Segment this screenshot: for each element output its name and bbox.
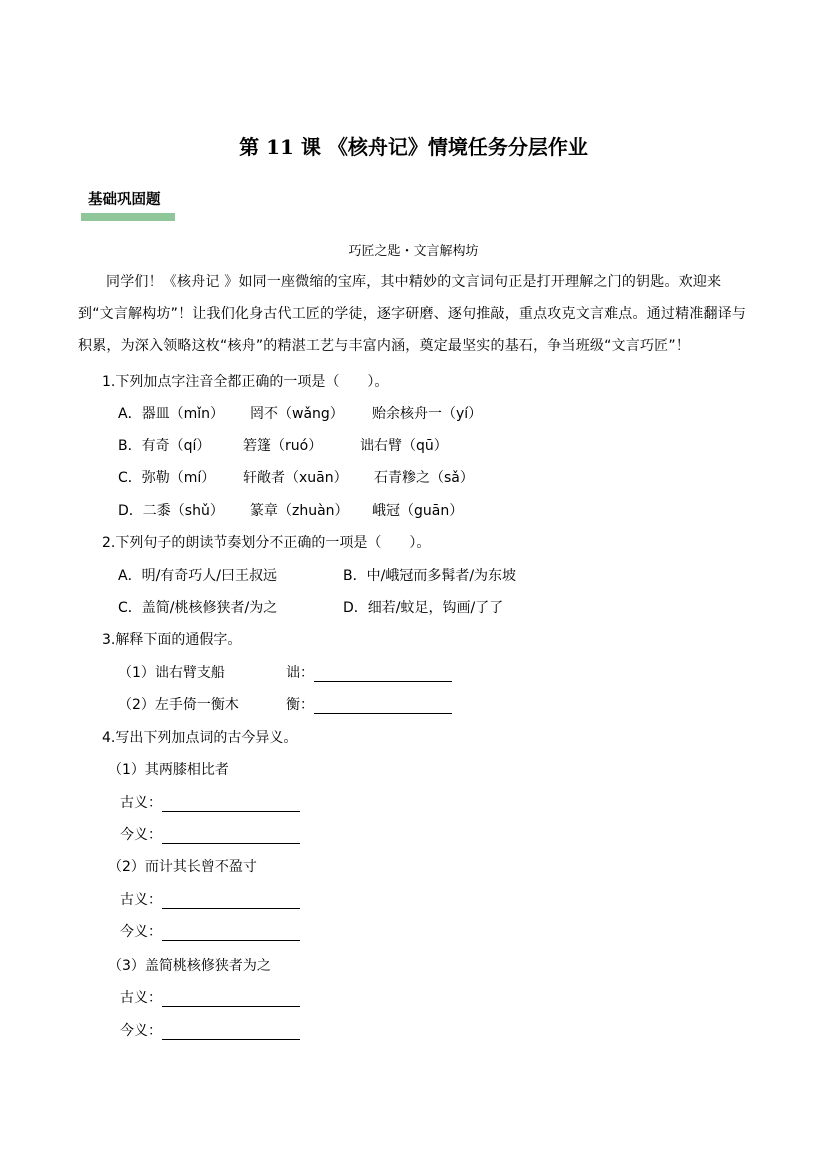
q4-item-3: （3）盖简桃核修狭者为之 bbox=[108, 958, 271, 974]
q4-item-3-ancient bbox=[120, 987, 300, 1007]
q1-option-b-1: B．有奇（qí） bbox=[118, 438, 211, 454]
q3-item-1-label: 诎： bbox=[286, 665, 314, 681]
q4-item-1-ancient bbox=[120, 792, 300, 812]
q4-item-1-modern bbox=[120, 824, 300, 844]
q4-item-3-modern-blank[interactable] bbox=[162, 1023, 300, 1040]
q1-option-a-1: A．器皿（mǐn） bbox=[118, 406, 224, 422]
q1-option-b-2: 箬篷（ruó） bbox=[243, 438, 323, 454]
q4-stem: 4.写出下列加点词的古今异义。 bbox=[102, 730, 298, 746]
q2-option-b: B．中/峨冠而多髯者/为东坡 bbox=[343, 568, 517, 584]
q3-item-2-answer-blank[interactable] bbox=[314, 697, 452, 714]
q4-item-2: （2）而计其长曾不盈寸 bbox=[108, 859, 257, 875]
q1-option-d-2: 篆章（zhuàn） bbox=[250, 503, 349, 519]
q3-item-1-answer-blank[interactable] bbox=[314, 665, 452, 682]
q3-stem: 3.解释下面的通假字。 bbox=[102, 632, 242, 648]
q1-stem: 1.下列加点字注音全都正确的一项是（ ）。 bbox=[102, 374, 389, 390]
q4-item-3-modern-label: 今义： bbox=[120, 1023, 162, 1039]
page-title: 第 11 课 《核舟记》情境任务分层作业 bbox=[239, 135, 588, 159]
q1-option-a-2: 罔不（wǎng） bbox=[250, 406, 344, 422]
q3-item-1-answer bbox=[286, 662, 452, 682]
q3-item-2: （2）左手倚一衡木 bbox=[118, 697, 239, 713]
q1-option-c-1: C．弥勒（mí） bbox=[118, 470, 216, 486]
q1-option-d-3: 峨冠（guān） bbox=[372, 503, 464, 519]
q4-item-2-ancient-blank[interactable] bbox=[162, 892, 300, 909]
q1-option-d-1: D．二黍（shǔ） bbox=[118, 503, 224, 519]
q2-option-d: D．细若/蚊足，钩画/了了 bbox=[343, 600, 504, 616]
q4-item-2-ancient-label: 古义： bbox=[120, 892, 162, 908]
intro-paragraph: 同学们！《核舟记 》如同一座微缩的宝库，其中精妙的文言词句正是打开理解之门的钥匙。欢迎来到“文言解构坊”！让我们化身古代工匠的学徒，逐字研磨、逐句推敲，重点攻克文言难点。通过精准翻译与积累，为深入领略这枚“核舟”的精湛工艺与丰富内涵，奠定最坚实的基石，争当班级“文言巧匠”！ bbox=[78, 274, 747, 354]
q4-item-1-modern-label: 今义： bbox=[120, 827, 162, 843]
q2-option-c: C．盖简/桃核修狭者/为之 bbox=[118, 600, 278, 616]
q4-item-1: （1）其两膝相比者 bbox=[108, 762, 229, 778]
section-underline-bar bbox=[81, 213, 175, 221]
q4-item-1-ancient-label: 古义： bbox=[120, 795, 162, 811]
q4-item-1-modern-blank[interactable] bbox=[162, 827, 300, 844]
q3-item-2-answer bbox=[286, 694, 452, 714]
section-header bbox=[81, 188, 175, 221]
q2-stem: 2.下列句子的朗读节奏划分不正确的一项是（ ）。 bbox=[102, 535, 431, 551]
section-label: 基础巩固题 bbox=[88, 192, 161, 208]
q1-option-b-3: 诎右臂（qū） bbox=[360, 438, 448, 454]
q3-item-1: （1）诎右臂支船 bbox=[118, 665, 225, 681]
q4-item-3-ancient-blank[interactable] bbox=[162, 990, 300, 1007]
q4-item-2-ancient bbox=[120, 889, 300, 909]
q1-option-a-3: 贻余核舟一（yí） bbox=[372, 406, 483, 422]
q4-item-2-modern-blank[interactable] bbox=[162, 924, 300, 941]
q4-item-3-modern bbox=[120, 1020, 300, 1040]
q4-item-2-modern bbox=[120, 921, 300, 941]
section-subtitle: 巧匠之匙・文言解构坊 bbox=[348, 244, 479, 259]
q4-item-1-ancient-blank[interactable] bbox=[162, 795, 300, 812]
q1-option-c-3: 石青糁之（sǎ） bbox=[374, 470, 474, 486]
q1-option-c-2: 轩敞者（xuān） bbox=[243, 470, 348, 486]
q3-item-2-label: 衡： bbox=[286, 697, 314, 713]
q4-item-2-modern-label: 今义： bbox=[120, 924, 162, 940]
q4-item-3-ancient-label: 古义： bbox=[120, 990, 162, 1006]
q2-option-a: A．明/有奇巧人/曰王叔远 bbox=[118, 568, 278, 584]
